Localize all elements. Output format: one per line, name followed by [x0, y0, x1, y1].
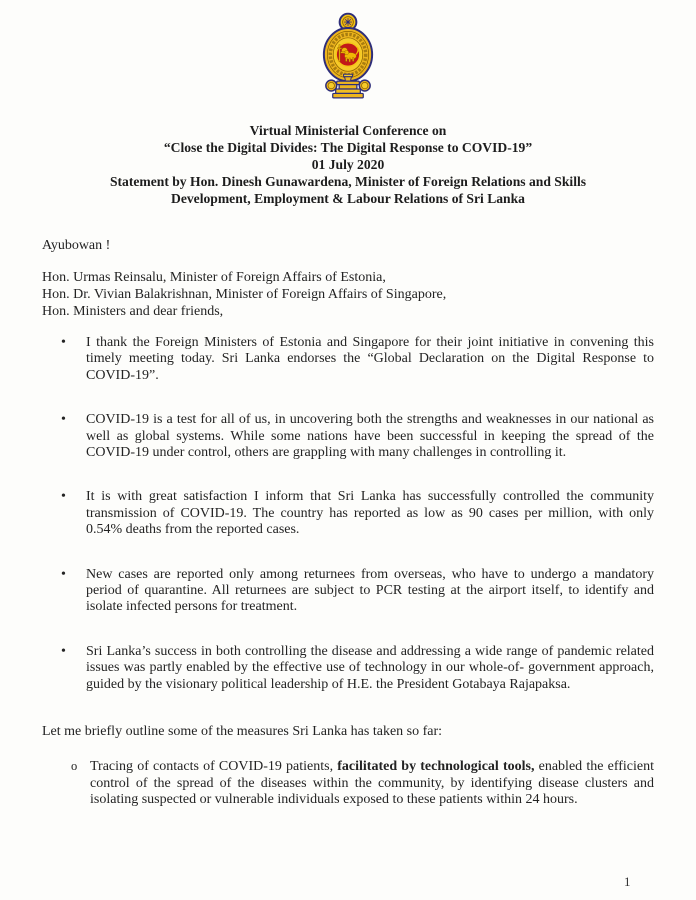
- addressee-line: Hon. Urmas Reinsalu, Minister of Foreign Affairs of Estonia,: [42, 270, 386, 285]
- sri-lanka-national-emblem-icon: [316, 9, 380, 107]
- emblem-base-icon: [326, 74, 370, 98]
- title-line: Virtual Ministerial Conference on: [249, 123, 447, 138]
- addressee-line: Hon. Dr. Vivian Balakrishnan, Minister of Foreign Affairs of Singapore,: [42, 287, 447, 302]
- title-line: 01 July 2020: [311, 157, 385, 172]
- bullet-text: Sri Lanka’s success in both controlling the disease and addressing a wide range of pandemic related issues was partly enabled by the effective use of technology in our whole-of- government approach, guided by the visionary political leadership of H.E. the President Gotabaya Rajapaksa.: [86, 643, 654, 692]
- bullet-item: [42, 644, 654, 693]
- addressee-list: [42, 269, 654, 320]
- title-line: Statement by Hon. Dinesh Gunawardena, Minister of Foreign Relations and Skills: [109, 174, 587, 189]
- bullet-item: [42, 412, 654, 461]
- bullet-text: COVID-19 is a test for all of us, in uncovering both the strengths and weaknesses in our national as well as global systems. While some nations have been successful in keeping the spread of the COVID-19 under control, others are grappling with many challenges in controlling it.: [86, 412, 654, 461]
- bullet-marker: •: [61, 335, 66, 350]
- bullet-text: It is with great satisfaction I inform that Sri Lanka has successfully controlled the community transmission of COVID-19. The country has reported as low as 90 cases per million, with only 0.54% deaths from the reported cases.: [86, 489, 654, 538]
- bullet-marker: •: [61, 489, 66, 505]
- document-content: [42, 0, 654, 808]
- sub-bullet-text-bold: facilitated by technological tools,: [337, 759, 535, 775]
- bullet-text: I thank the Foreign Ministers of Estonia and Singapore for their joint initiative in convening this timely meeting today. Sri Lanka endorses the “Global Declaration on the Digital Response to COVID-19”.: [86, 335, 654, 383]
- sub-bullet-item: [42, 759, 654, 808]
- title-block: [42, 122, 654, 207]
- sub-bullet-text-post: enabled the efficient control of the spread of the diseases within the community, by identifying disease clusters and isolating suspected or vulnerable individuals exposed to these patients within 24 hours.: [90, 759, 654, 807]
- emblem-container: [42, 9, 654, 107]
- sub-bullet-marker: o: [71, 759, 78, 774]
- bullet-marker: •: [61, 566, 66, 582]
- bullet-item: [42, 489, 654, 538]
- bullet-item: [42, 567, 654, 616]
- title-line: Development, Employment & Labour Relations of Sri Lanka: [171, 191, 525, 206]
- title-line: “Close the Digital Divides: The Digital Response to COVID-19”: [163, 140, 533, 155]
- bullet-text: New cases are reported only among returnees from overseas, who have to undergo a mandatory period of quarantine. All returnees are subject to PCR testing at the airport itself, to identify and isolate infected persons for treatment.: [86, 566, 654, 615]
- bullet-marker: •: [61, 412, 66, 428]
- addressee-line: Hon. Ministers and dear friends,: [42, 304, 224, 319]
- bullet-marker: •: [61, 643, 66, 659]
- outline-intro: Let me briefly outline some of the measures Sri Lanka has taken so far:: [42, 724, 443, 740]
- page-number: 1: [624, 874, 631, 889]
- sub-bullet-text-pre: Tracing of contacts of COVID-19 patients,: [90, 759, 338, 775]
- bullet-item: [42, 335, 654, 384]
- greeting: Ayubowan !: [42, 238, 111, 253]
